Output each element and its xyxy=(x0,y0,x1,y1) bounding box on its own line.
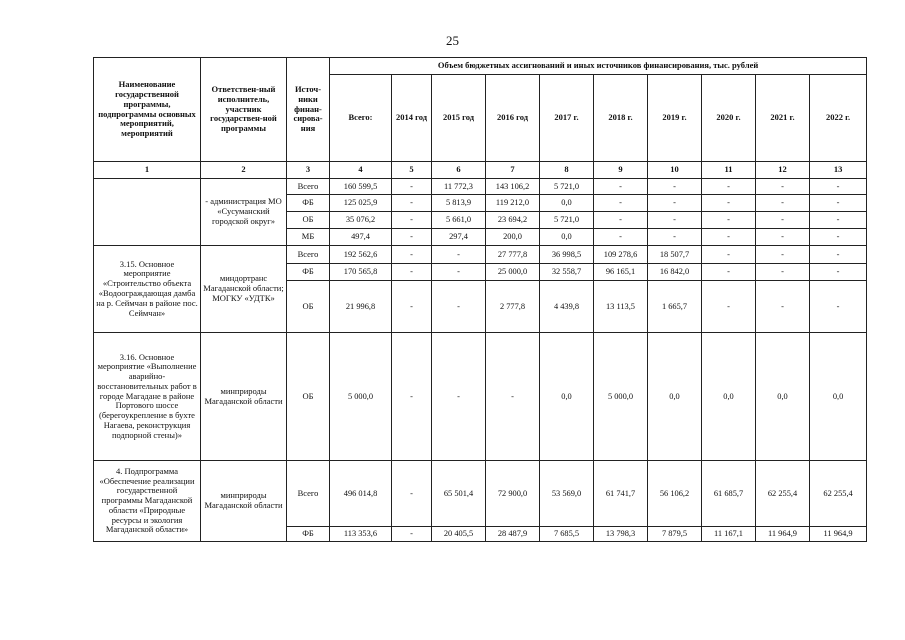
value-cell: 16 842,0 xyxy=(648,264,702,281)
value-cell: - xyxy=(594,212,648,229)
value-cell: 35 076,2 xyxy=(330,212,392,229)
value-cell: 0,0 xyxy=(756,333,810,461)
value-cell: 13 113,5 xyxy=(594,281,648,333)
value-cell: - xyxy=(756,195,810,212)
column-number: 9 xyxy=(594,162,648,179)
value-cell: - xyxy=(432,264,486,281)
value-cell: 109 278,6 xyxy=(594,246,648,264)
source-cell: Всего xyxy=(287,246,330,264)
value-cell: 496 014,8 xyxy=(330,461,392,527)
source-cell: ФБ xyxy=(287,264,330,281)
program-name-cell xyxy=(94,179,201,246)
column-number: 10 xyxy=(648,162,702,179)
value-cell: - xyxy=(392,212,432,229)
value-cell: 5 000,0 xyxy=(594,333,648,461)
value-cell: - xyxy=(810,246,867,264)
program-name-cell: 3.16. Основное мероприятие «Выполнение аварийно-восстановительных работ в городе Магадане в районе Портового шоссе (берегоукрепление в бухте Нагаева, реконструкция подпорной стены)» xyxy=(94,333,201,461)
table-row xyxy=(94,246,867,264)
value-cell: - xyxy=(810,281,867,333)
responsible-cell: миндортранс Магаданской области; МОГКУ «УДТК» xyxy=(201,246,287,333)
value-cell: 72 900,0 xyxy=(486,461,540,527)
value-cell: 0,0 xyxy=(540,333,594,461)
value-cell: - xyxy=(810,212,867,229)
source-cell: Всего xyxy=(287,179,330,195)
value-cell: 27 777,8 xyxy=(486,246,540,264)
column-number: 1 xyxy=(94,162,201,179)
header-year-2015: 2015 год xyxy=(432,75,486,162)
value-cell: 53 569,0 xyxy=(540,461,594,527)
value-cell: 0,0 xyxy=(810,333,867,461)
responsible-cell: минприроды Магаданской области xyxy=(201,461,287,542)
value-cell: - xyxy=(756,212,810,229)
column-number: 7 xyxy=(486,162,540,179)
value-cell: 11 964,9 xyxy=(756,527,810,542)
column-number: 8 xyxy=(540,162,594,179)
value-cell: - xyxy=(702,179,756,195)
value-cell: - xyxy=(810,264,867,281)
column-number: 5 xyxy=(392,162,432,179)
value-cell: 23 694,2 xyxy=(486,212,540,229)
value-cell: 61 685,7 xyxy=(702,461,756,527)
budget-table xyxy=(93,57,867,542)
value-cell: 62 255,4 xyxy=(810,461,867,527)
header-year-total: Всего: xyxy=(330,75,392,162)
value-cell: 113 353,6 xyxy=(330,527,392,542)
source-cell: Всего xyxy=(287,461,330,527)
value-cell: - xyxy=(702,195,756,212)
table-body xyxy=(94,162,867,542)
value-cell: - xyxy=(594,229,648,246)
header-source: Источ-ники финан-сирова-ния xyxy=(287,58,330,162)
value-cell: 160 599,5 xyxy=(330,179,392,195)
value-cell: - xyxy=(648,212,702,229)
value-cell: 297,4 xyxy=(432,229,486,246)
value-cell: - xyxy=(756,264,810,281)
value-cell: 13 798,3 xyxy=(594,527,648,542)
value-cell: 65 501,4 xyxy=(432,461,486,527)
value-cell: - xyxy=(432,246,486,264)
value-cell: 1 665,7 xyxy=(648,281,702,333)
value-cell: - xyxy=(392,179,432,195)
page-number: 25 xyxy=(446,33,459,48)
responsible-cell: - администрация МО «Сусуманский городской округ» xyxy=(201,179,287,246)
value-cell: - xyxy=(648,179,702,195)
value-cell: 143 106,2 xyxy=(486,179,540,195)
header-year-2020: 2020 г. xyxy=(702,75,756,162)
value-cell: - xyxy=(810,195,867,212)
header-year-2017: 2017 г. xyxy=(540,75,594,162)
source-cell: ОБ xyxy=(287,333,330,461)
value-cell: - xyxy=(432,281,486,333)
header-responsible: Ответствен-ный исполнитель, участник государствен-ной программы xyxy=(201,58,287,162)
value-cell: 7 879,5 xyxy=(648,527,702,542)
header-year-2018: 2018 г. xyxy=(594,75,648,162)
value-cell: - xyxy=(756,229,810,246)
value-cell: - xyxy=(594,179,648,195)
value-cell: 497,4 xyxy=(330,229,392,246)
value-cell: - xyxy=(392,229,432,246)
value-cell: 0,0 xyxy=(540,195,594,212)
header-year-2022: 2022 г. xyxy=(810,75,867,162)
value-cell: - xyxy=(756,281,810,333)
header-year-2019: 2019 г. xyxy=(648,75,702,162)
value-cell: 5 000,0 xyxy=(330,333,392,461)
column-number-row xyxy=(94,162,867,179)
program-name-cell: 3.15. Основное мероприятие «Строительство объекта «Водоограждающая дамба на р. Сеймчан в районе пос. Сеймчан» xyxy=(94,246,201,333)
value-cell: - xyxy=(392,281,432,333)
value-cell: 21 996,8 xyxy=(330,281,392,333)
value-cell: 32 558,7 xyxy=(540,264,594,281)
value-cell: 25 000,0 xyxy=(486,264,540,281)
value-cell: - xyxy=(648,229,702,246)
value-cell: 20 405,5 xyxy=(432,527,486,542)
value-cell: 4 439,8 xyxy=(540,281,594,333)
value-cell: 28 487,9 xyxy=(486,527,540,542)
value-cell: - xyxy=(702,264,756,281)
value-cell: 119 212,0 xyxy=(486,195,540,212)
value-cell: 11 167,1 xyxy=(702,527,756,542)
value-cell: 200,0 xyxy=(486,229,540,246)
header-name: Наименование государственной программы, подпрограммы основных мероприятий, мероприятий xyxy=(94,58,201,162)
column-number: 6 xyxy=(432,162,486,179)
value-cell: - xyxy=(702,212,756,229)
column-number: 4 xyxy=(330,162,392,179)
program-name-cell: 4. Подпрограмма «Обеспечение реализации государственной программы Магаданской области «Природные ресурсы и экология Магаданской области» xyxy=(94,461,201,542)
table-header xyxy=(94,58,867,162)
column-number: 3 xyxy=(287,162,330,179)
value-cell: - xyxy=(594,195,648,212)
value-cell: 62 255,4 xyxy=(756,461,810,527)
value-cell: 56 106,2 xyxy=(648,461,702,527)
source-cell: ОБ xyxy=(287,212,330,229)
source-cell: ФБ xyxy=(287,527,330,542)
value-cell: 2 777,8 xyxy=(486,281,540,333)
table-row xyxy=(94,179,867,195)
value-cell: 7 685,5 xyxy=(540,527,594,542)
value-cell: 96 165,1 xyxy=(594,264,648,281)
value-cell: 11 772,3 xyxy=(432,179,486,195)
value-cell: 5 721,0 xyxy=(540,179,594,195)
value-cell: - xyxy=(756,246,810,264)
value-cell: 61 741,7 xyxy=(594,461,648,527)
value-cell: - xyxy=(486,333,540,461)
value-cell: - xyxy=(756,179,810,195)
value-cell: 5 813,9 xyxy=(432,195,486,212)
source-cell: ФБ xyxy=(287,195,330,212)
column-number: 2 xyxy=(201,162,287,179)
column-number: 12 xyxy=(756,162,810,179)
value-cell: 5 721,0 xyxy=(540,212,594,229)
value-cell: 18 507,7 xyxy=(648,246,702,264)
value-cell: - xyxy=(392,264,432,281)
value-cell: 170 565,8 xyxy=(330,264,392,281)
column-number: 11 xyxy=(702,162,756,179)
source-cell: МБ xyxy=(287,229,330,246)
value-cell: 125 025,9 xyxy=(330,195,392,212)
header-financing-group: Объем бюджетных ассигнований и иных источников финансирования, тыс. рублей xyxy=(330,58,867,75)
value-cell: 0,0 xyxy=(702,333,756,461)
responsible-cell: минприроды Магаданской области xyxy=(201,333,287,461)
value-cell: 36 998,5 xyxy=(540,246,594,264)
value-cell: 0,0 xyxy=(648,333,702,461)
table-row xyxy=(94,461,867,527)
value-cell: - xyxy=(392,461,432,527)
value-cell: 5 661,0 xyxy=(432,212,486,229)
source-cell: ОБ xyxy=(287,281,330,333)
value-cell: 192 562,6 xyxy=(330,246,392,264)
column-number: 13 xyxy=(810,162,867,179)
table-row xyxy=(94,333,867,461)
header-year-2014: 2014 год xyxy=(392,75,432,162)
value-cell: - xyxy=(392,527,432,542)
value-cell: 0,0 xyxy=(540,229,594,246)
value-cell: - xyxy=(810,229,867,246)
value-cell: 11 964,9 xyxy=(810,527,867,542)
value-cell: - xyxy=(702,281,756,333)
value-cell: - xyxy=(702,229,756,246)
value-cell: - xyxy=(648,195,702,212)
value-cell: - xyxy=(432,333,486,461)
value-cell: - xyxy=(392,246,432,264)
header-year-2021: 2021 г. xyxy=(756,75,810,162)
value-cell: - xyxy=(810,179,867,195)
value-cell: - xyxy=(702,246,756,264)
header-year-2016: 2016 год xyxy=(486,75,540,162)
value-cell: - xyxy=(392,333,432,461)
value-cell: - xyxy=(392,195,432,212)
